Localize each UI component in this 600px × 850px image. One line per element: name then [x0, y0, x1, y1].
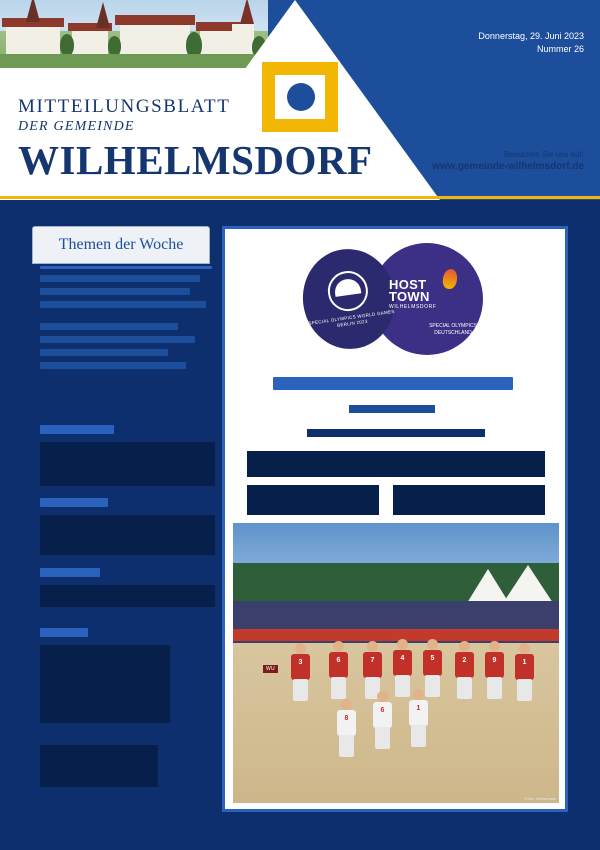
toc-item[interactable] [40, 362, 186, 369]
section-heading [40, 568, 100, 577]
player-figure: 8 [337, 699, 356, 757]
player-figure: 5 [423, 639, 442, 697]
sidebar-section [40, 498, 215, 555]
player-figure: 1 [409, 689, 428, 747]
player-figure: 3 [291, 643, 310, 701]
host-town-organization: SPECIAL OLYMPICS DEUTSCHLAND [429, 323, 477, 336]
player-figure: 6 [329, 641, 348, 699]
issue-number: Nummer 26 [536, 44, 584, 54]
website-label: Besuchen Sie uns auf: [503, 150, 584, 159]
player-figure: 9 [485, 641, 504, 699]
website-block [432, 150, 584, 172]
article-paragraph [247, 485, 379, 515]
section-heading [40, 425, 114, 434]
player-figure: 2 [455, 641, 474, 699]
photo-credit: Foto: Gemeinde [524, 796, 556, 801]
player-figure: 1 [515, 643, 534, 701]
sidebar-section [40, 568, 215, 607]
issue-date: Donnerstag, 29. Juni 2023 [478, 31, 584, 41]
masthead-title-block [18, 96, 373, 182]
issue-meta [478, 30, 584, 56]
team-banner-label: WU [263, 665, 278, 673]
article-paragraph [393, 485, 545, 515]
feature-photo [233, 523, 559, 803]
section-text-block [40, 645, 170, 723]
publication-subkicker: DER GEMEINDE [18, 119, 135, 134]
toc-item[interactable] [40, 323, 178, 330]
toc-item[interactable] [40, 288, 190, 295]
toc-item[interactable] [40, 275, 200, 282]
sidebar-section [40, 425, 215, 486]
publication-kicker: MITTEILUNGSBLATT [18, 96, 231, 117]
section-text-block [40, 442, 215, 486]
toc-item[interactable] [40, 349, 168, 356]
logo-event-text: SPECIAL OLYMPICS WORLD GAMES BERLIN 2023 [308, 308, 395, 328]
section-heading [40, 628, 88, 637]
toc-item[interactable] [40, 301, 206, 308]
toc-body [40, 266, 215, 375]
section-text-block [40, 585, 215, 607]
article-dateline [307, 429, 485, 437]
player-figure: 4 [393, 639, 412, 697]
article-headline [273, 377, 513, 390]
section-text-block [40, 515, 215, 555]
masthead [0, 0, 600, 200]
toc-header [32, 226, 210, 264]
article-paragraph [247, 451, 545, 477]
page-title: WILHELMSDORF [18, 137, 373, 183]
special-olympics-host-town-logo [293, 241, 493, 359]
host-town-municipality: WILHELMSDORF [389, 304, 437, 310]
toc-item[interactable] [40, 336, 195, 343]
toc-heading-label: Themen der Woche [58, 236, 184, 253]
player-figure: 7 [363, 641, 382, 699]
website-url[interactable]: www.gemeinde-wilhelmsdorf.de [432, 161, 584, 172]
player-figure: 6 [373, 691, 392, 749]
section-heading [40, 498, 108, 507]
toc-item[interactable] [40, 266, 212, 269]
article-subheadline [349, 405, 435, 413]
masthead-divider [0, 196, 600, 199]
sidebar-section [40, 628, 215, 787]
section-text-block [40, 745, 158, 787]
host-town-wordmark: HOST TOWN [389, 277, 430, 304]
feature-article-box [222, 226, 568, 812]
